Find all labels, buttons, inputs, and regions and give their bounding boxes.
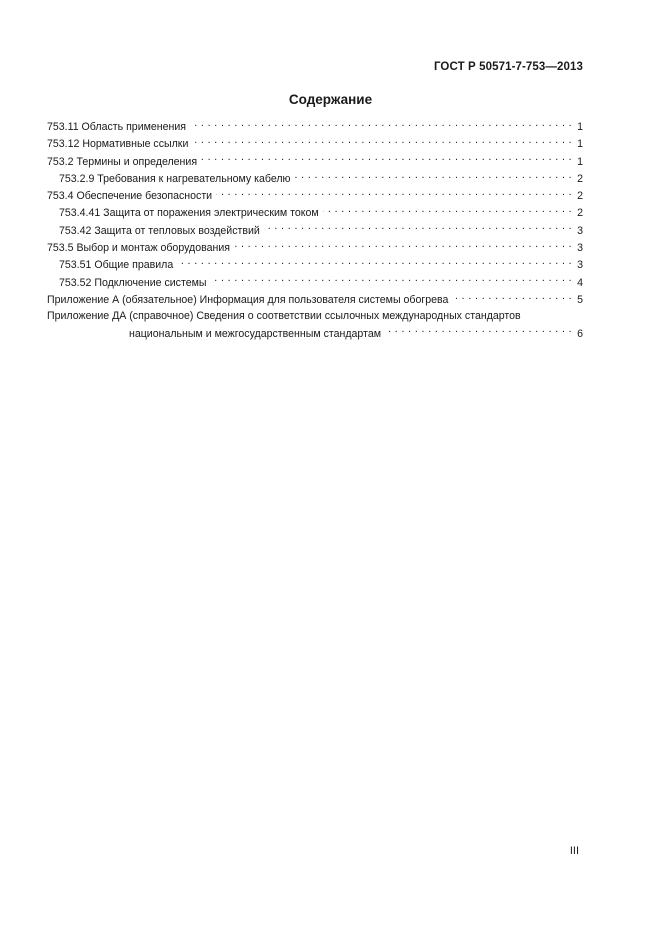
toc-item-page: 6 <box>577 327 583 340</box>
page-number: III <box>569 845 579 857</box>
toc-leader-dots <box>323 204 572 216</box>
table-of-contents <box>47 118 583 342</box>
toc-item-text: 753.2 Термины и определения <box>47 155 198 168</box>
toc-title: Содержание <box>288 92 373 107</box>
toc-item-8[interactable] <box>47 256 583 273</box>
document-code: ГОСТ Р 50571-7-753—2013 <box>433 61 583 73</box>
toc-item-page: 2 <box>577 207 583 220</box>
toc-item-text-line2: национальным и межгосударственным стандартам <box>129 327 381 340</box>
toc-leader-dots <box>234 239 572 251</box>
toc-item-appendix-da[interactable] <box>47 308 583 342</box>
toc-item-10[interactable] <box>47 291 583 308</box>
toc-leader-dots <box>192 135 572 147</box>
toc-item-3[interactable] <box>47 170 583 187</box>
toc-leader-dots <box>295 170 572 182</box>
toc-item-5[interactable] <box>47 204 583 221</box>
toc-item-page: 3 <box>577 224 583 237</box>
toc-item-page: 2 <box>577 190 583 203</box>
toc-item-6[interactable] <box>47 222 583 239</box>
toc-item-page: 1 <box>577 121 583 133</box>
toc-item-text: Приложение А (обязательное) Информация для пользователя системы обогрева <box>47 293 449 306</box>
toc-item-0[interactable] <box>47 118 583 135</box>
toc-leader-dots <box>201 153 572 165</box>
toc-leader-dots <box>211 274 573 286</box>
toc-leader-dots <box>216 187 572 199</box>
toc-leader-dots <box>385 325 572 337</box>
toc-item-page: 1 <box>577 155 583 168</box>
toc-item-page: 3 <box>577 242 583 255</box>
toc-leader-dots <box>190 118 572 130</box>
toc-item-text: 753.42 Защита от тепловых воздействий <box>59 224 260 237</box>
toc-leader-dots <box>264 222 572 234</box>
toc-item-text: 753.11 Область применения <box>47 121 187 133</box>
toc-item-page: 1 <box>577 138 583 151</box>
toc-item-page: 5 <box>577 293 583 306</box>
toc-leader-dots <box>452 291 572 303</box>
toc-item-page: 2 <box>577 172 583 185</box>
toc-item-2[interactable] <box>47 153 583 170</box>
toc-item-text: 753.5 Выбор и монтаж оборудования <box>47 242 231 255</box>
toc-item-1[interactable] <box>47 135 583 152</box>
toc-item-4[interactable] <box>47 187 583 204</box>
toc-item-text: 753.4 Обеспечение безопасности <box>47 190 213 203</box>
toc-item-7[interactable] <box>47 239 583 256</box>
toc-item-text: 753.2.9 Требования к нагревательному кабелю <box>59 172 291 185</box>
toc-item-text: 753.4.41 Защита от поражения электрическим током <box>59 207 319 220</box>
toc-item-text: 753.51 Общие правила <box>59 259 174 272</box>
toc-item-text-line1: Приложение ДА (справочное) Сведения о соответствии ссылочных международных стандартов <box>47 310 521 323</box>
toc-item-9[interactable] <box>47 274 583 291</box>
toc-item-text: 753.52 Подключение системы <box>59 276 207 289</box>
toc-item-page: 3 <box>577 259 583 272</box>
toc-item-text: 753.12 Нормативные ссылки <box>47 138 189 151</box>
toc-item-page: 4 <box>577 276 583 289</box>
toc-leader-dots <box>177 256 572 268</box>
